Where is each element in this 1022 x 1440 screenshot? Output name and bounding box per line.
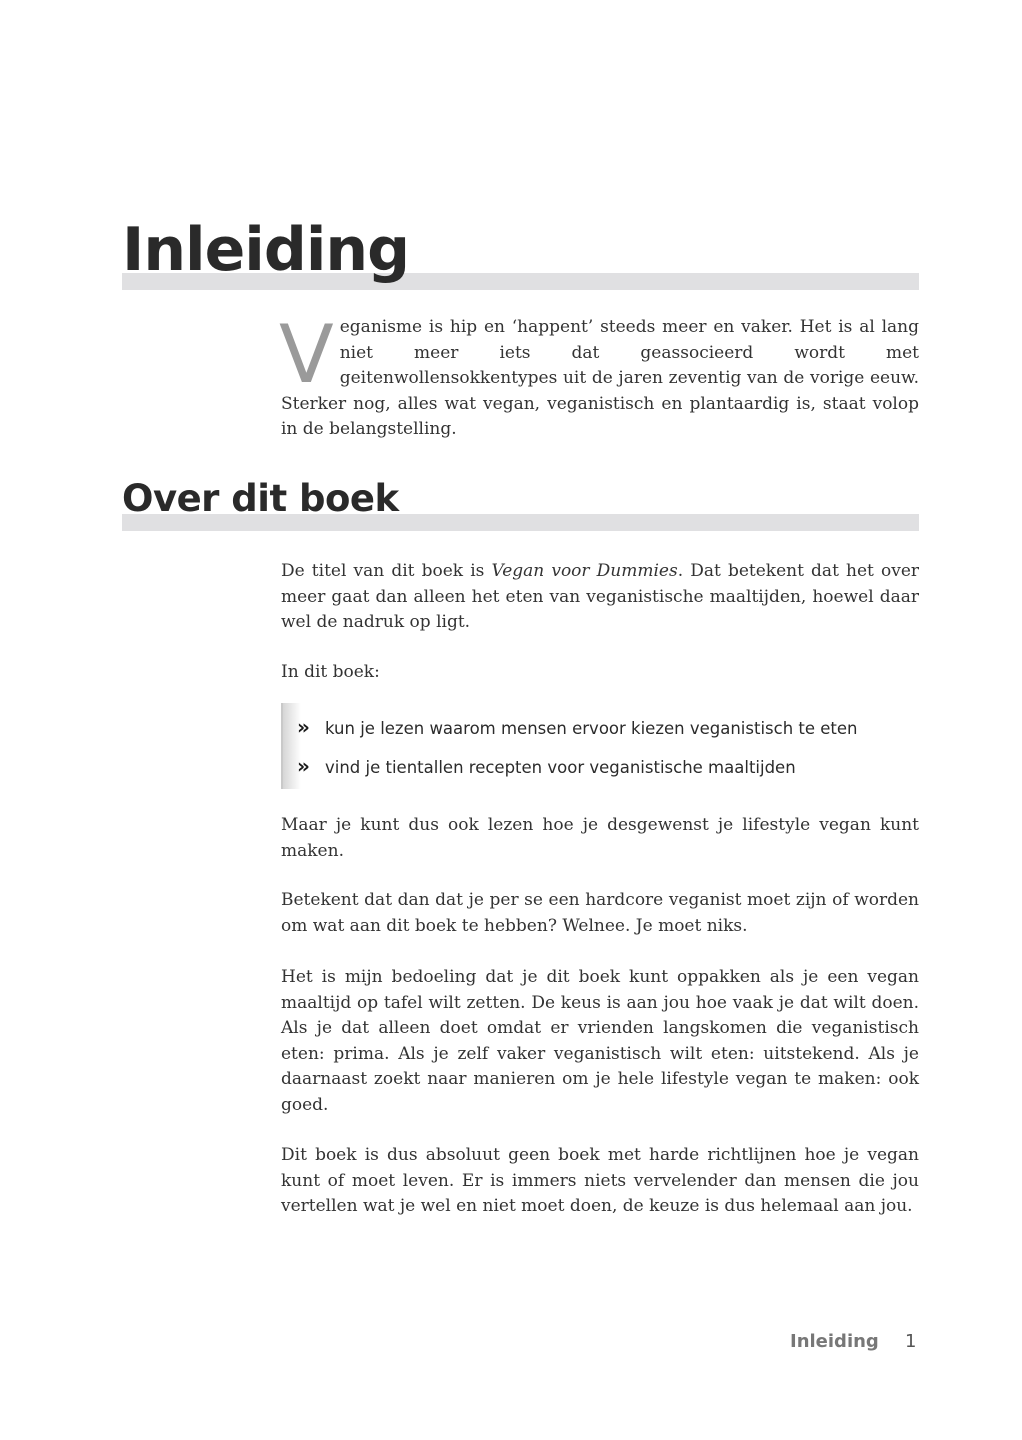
list-item-text: kun je lezen waarom mensen ervoor kiezen veganistisch te eten — [325, 719, 858, 738]
paragraph-bedoeling: Het is mijn bedoeling dat je dit boek kunt oppakken als je een vegan maaltijd op tafel wilt zetten. De keus is aan jou hoe vaak je dat wilt doen. Als je dat alleen doet omdat er vrienden langskomen die veganistisch eten: prima. Als je zelf vaker veganistisch wilt eten: uitstekend. Als je daarnaast zoekt naar manieren om je hele lifestyle vegan te maken: ook goed. — [281, 967, 919, 1115]
intro-paragraph — [279, 308, 919, 443]
section-title: Over dit boek — [122, 477, 399, 520]
paragraph-text: De titel van dit boek is — [281, 561, 492, 581]
list-item — [297, 753, 796, 779]
drop-cap: V — [279, 308, 334, 401]
list-item — [297, 714, 858, 740]
double-chevron-icon: » — [297, 715, 310, 739]
paragraph-lifestyle: Maar je kunt dus ook lezen hoe je desgewenst je lifestyle vegan kunt maken. — [281, 815, 919, 861]
paragraph-in-dit-boek: In dit boek: — [281, 662, 380, 682]
double-chevron-icon: » — [297, 754, 310, 778]
running-head: Inleiding — [790, 1331, 879, 1352]
book-title-italic: Vegan voor Dummies — [491, 561, 678, 581]
page-number: 1 — [905, 1331, 917, 1352]
chapter-title: Inleiding — [122, 215, 410, 285]
section-heading — [122, 475, 919, 531]
paragraph-hardcore: Betekent dat dan dat je per se een hardcore veganist moet zijn of worden om wat aan dit boek te hebben? Welnee. Je moet niks. — [281, 890, 919, 936]
paragraph-richtlijnen: Dit boek is dus absoluut geen boek met harde richtlijnen hoe je vegan kunt of moet leven. Er is immers niets vervelender dan mensen die jou vertellen wat je wel en niet moet doen, de keuze is dus helemaal aan jou. — [281, 1145, 919, 1216]
list-item-text: vind je tientallen recepten voor veganistische maaltijden — [325, 758, 796, 777]
paragraph-title-intro — [281, 559, 919, 636]
bullet-list — [281, 703, 919, 789]
intro-text: eganisme is hip en ‘happent’ steeds meer en vaker. Het is al lang niet meer iets dat geassocieerd wordt met geitenwollensokkentypes uit de jaren zeventig van de vorige eeuw. Sterker nog, alles wat vegan, veganistisch en plantaardig is, staat volop in de belangstelling. — [281, 317, 919, 439]
chapter-heading — [122, 210, 919, 290]
paragraph-text: . Dat betekent dat het over meer gaat dan alleen het eten van veganistische maaltijden, hoewel daar wel de nadruk op ligt. — [281, 561, 920, 632]
